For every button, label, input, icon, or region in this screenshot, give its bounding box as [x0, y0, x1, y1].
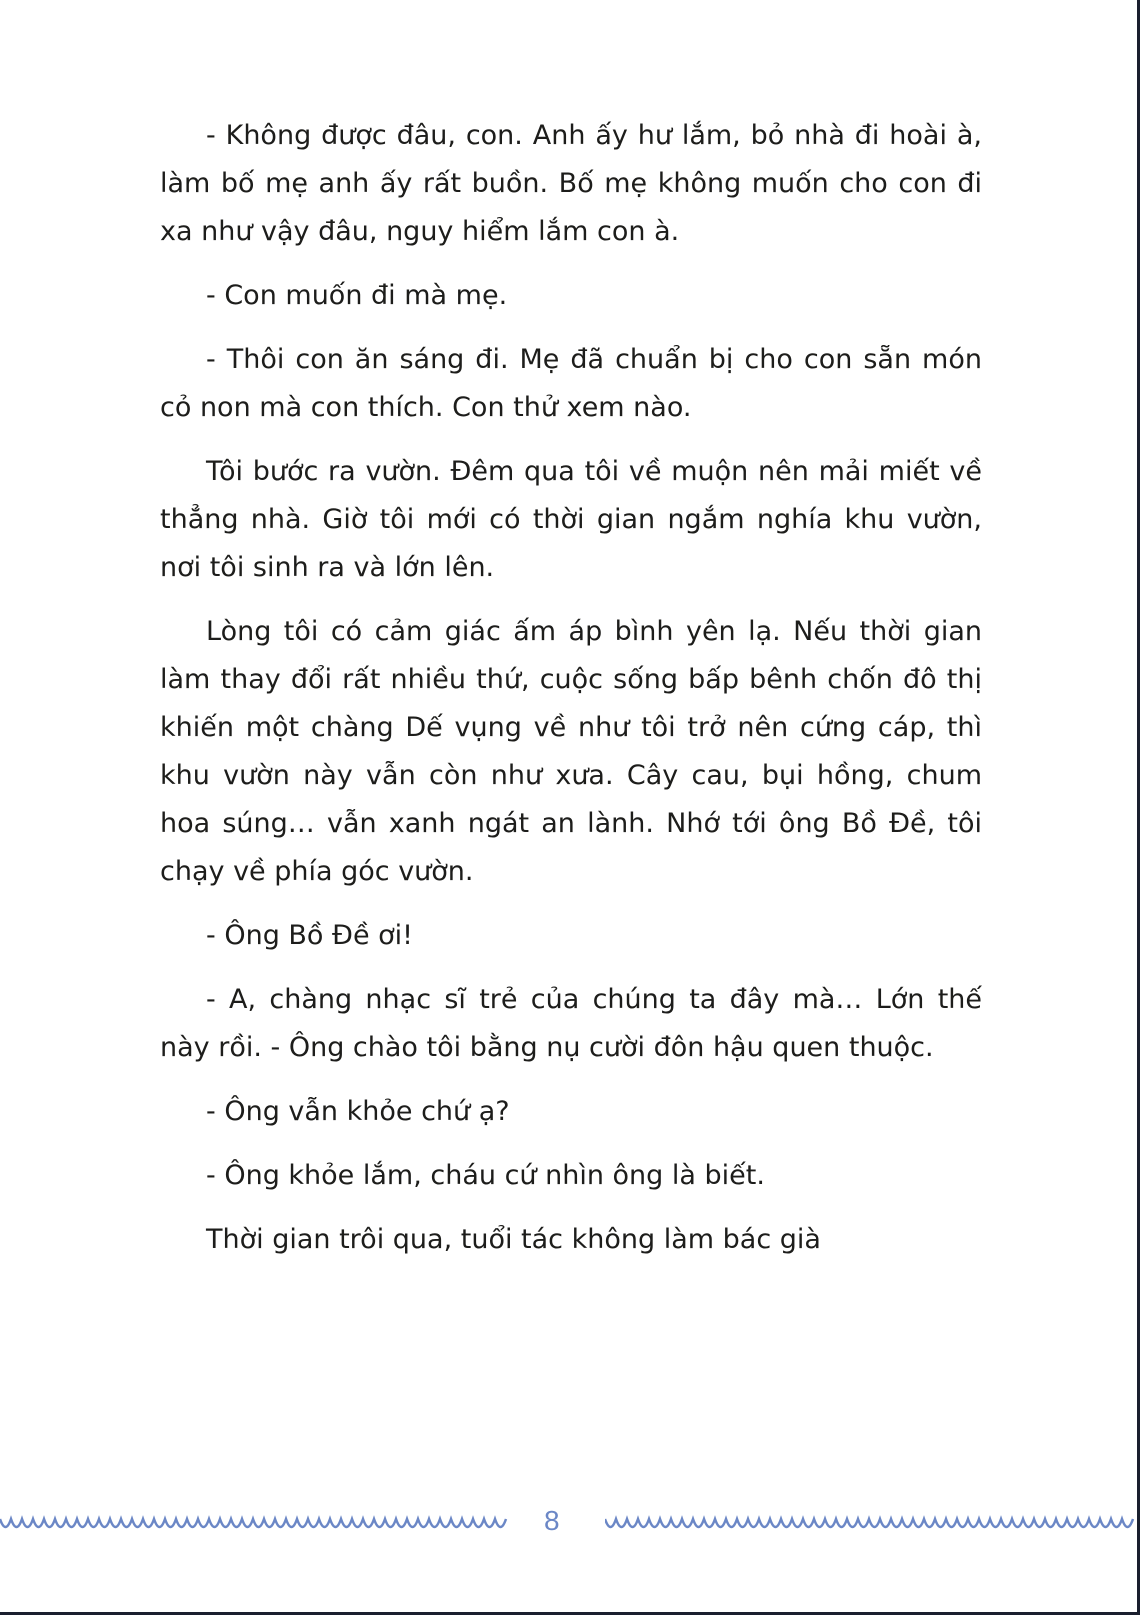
paragraph: - Ông khỏe lắm, cháu cứ nhìn ông là biết.: [206, 1160, 765, 1191]
paragraph: - Không được đâu, con. Anh ấy hư lắm, bỏ nhà đi hoài à, làm bố mẹ anh ấy rất buồn. Bố mẹ không muốn cho con đi xa như vậy đâu, nguy hiểm lắm con à.: [160, 120, 982, 247]
page-footer: [0, 1505, 1137, 1545]
paragraph: - A, chàng nhạc sĩ trẻ của chúng ta đây mà… Lớn thế này rồi. - Ông chào tôi bằng nụ cười đôn hậu quen thuộc.: [160, 984, 982, 1063]
wave-line: [605, 1519, 1133, 1527]
wave-ornament-left: [0, 1513, 510, 1537]
paragraph: Thời gian trôi qua, tuổi tác không làm bác già: [206, 1224, 821, 1255]
paragraph: - Thôi con ăn sáng đi. Mẹ đã chuẩn bị cho con sẵn món cỏ non mà con thích. Con thử xem nào.: [160, 344, 982, 423]
paragraph: - Ông vẫn khỏe chứ ạ?: [206, 1096, 510, 1127]
paragraph: - Con muốn đi mà mẹ.: [206, 280, 508, 311]
paragraph: Tôi bước ra vườn. Đêm qua tôi về muộn nên mải miết về thẳng nhà. Giờ tôi mới có thời gian ngắm nghía khu vườn, nơi tôi sinh ra và lớn lên.: [160, 456, 982, 583]
body-text: [160, 112, 982, 1280]
wave-line: [0, 1519, 506, 1527]
wave-ornament-right: [605, 1513, 1137, 1537]
page-number: 8: [544, 1505, 560, 1536]
paragraph: Lòng tôi có cảm giác ấm áp bình yên lạ. Nếu thời gian làm thay đổi rất nhiều thứ, cuộc sống bấp bênh chốn đô thị khiến một chàng Dế vụng về như tôi trở nên cứng cáp, thì khu vườn này vẫn còn như xưa. Cây cau, bụi hồng, chum hoa súng… vẫn xanh ngát an lành. Nhớ tới ông Bồ Đề, tôi chạy về phía góc vườn.: [160, 616, 982, 887]
paragraph: - Ông Bồ Đề ơi!: [206, 920, 413, 951]
